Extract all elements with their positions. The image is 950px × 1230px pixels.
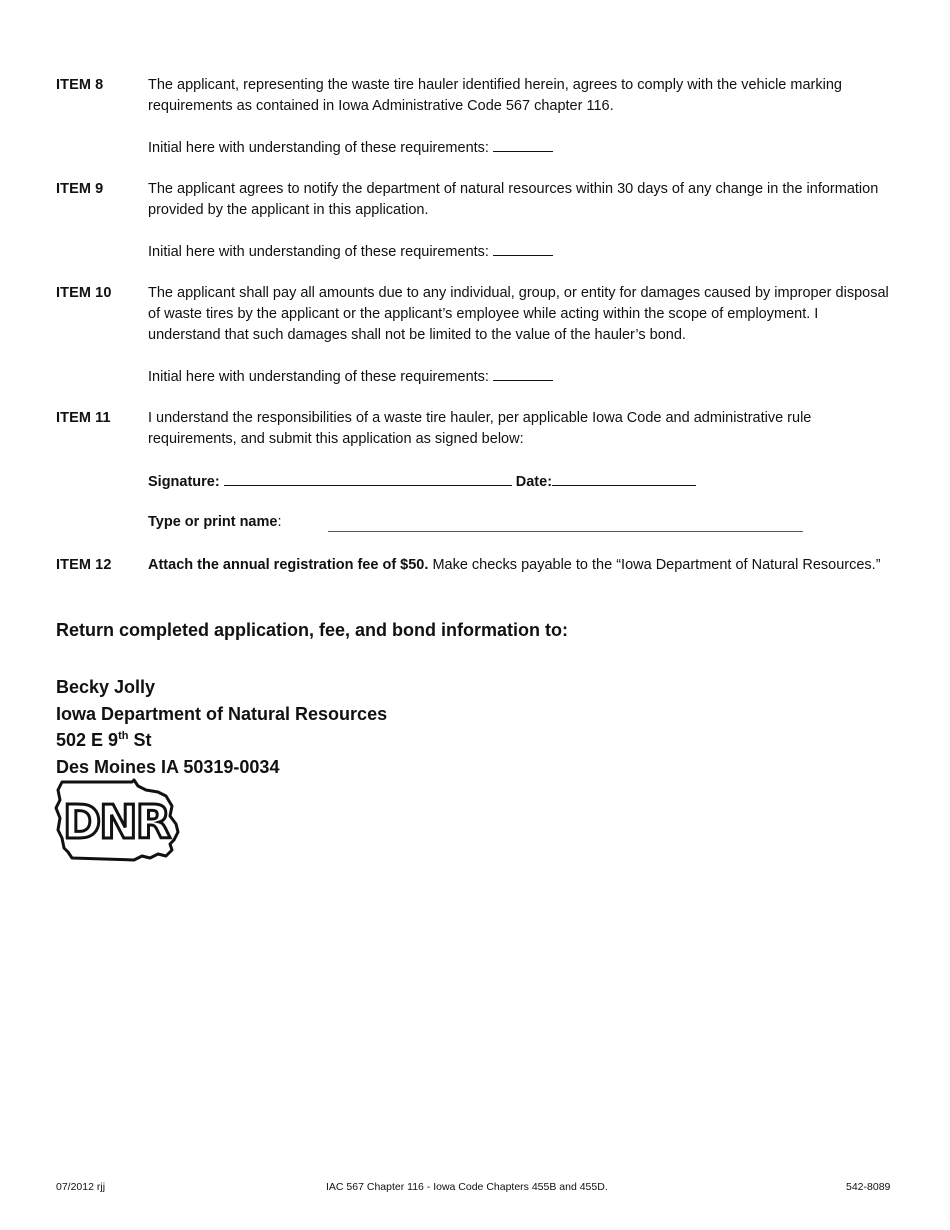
address-street-number: 502 E 9	[56, 730, 119, 750]
mailing-address	[56, 674, 387, 780]
signature-row	[148, 471, 696, 493]
item-11-text: I understand the responsibilities of a waste tire hauler, per applicable Iowa Code and administrative rule requirements, and submit this application as signed below:	[148, 410, 812, 447]
dnr-logo-text: DNR	[62, 795, 170, 849]
print-name-field[interactable]	[328, 531, 803, 532]
item-12-text	[148, 555, 893, 576]
item-12-payable-text: Make checks payable to the “Iowa Department of Natural Resources.”	[432, 557, 881, 573]
item-8-initial	[148, 137, 553, 159]
item-10-initial-label: Initial here with understanding of these requirements:	[148, 369, 489, 385]
address-street-suffix: th	[118, 730, 129, 742]
item-9-text: The applicant agrees to notify the department of natural resources within 30 days of any change in the information provided by the applicant in this application.	[148, 181, 879, 218]
item-9-label: ITEM 9	[56, 181, 104, 197]
item-9-initial-label: Initial here with understanding of these requirements:	[148, 244, 489, 260]
item-12-label: ITEM 12	[56, 557, 112, 573]
address-name: Becky Jolly	[56, 677, 156, 697]
item-10-text: The applicant shall pay all amounts due to any individual, group, or entity for damages caused by improper disposal of waste tires by the applicant or the applicant’s employee while acting within the scope of employment. I understand that such damages shall not be limited to the value of the hauler’s bond.	[148, 285, 889, 343]
print-name-colon: :	[277, 514, 282, 530]
item-9-initial-field[interactable]	[493, 241, 553, 256]
item-10-label: ITEM 10	[56, 285, 112, 301]
print-name-label: Type or print name	[148, 514, 278, 530]
signature-field[interactable]	[224, 471, 512, 486]
print-name-row	[148, 512, 281, 533]
dnr-iowa-logo-icon	[54, 778, 182, 867]
signature-label: Signature:	[148, 474, 220, 490]
item-9-initial	[148, 241, 553, 263]
item-10-initial-field[interactable]	[493, 366, 553, 381]
address-city: Des Moines IA 50319-0034	[56, 756, 280, 777]
footer-form-number: 542-8089	[846, 1181, 891, 1193]
item-8-label: ITEM 8	[56, 77, 104, 93]
address-street-name: St	[128, 730, 152, 750]
item-8-initial-label: Initial here with understanding of these requirements:	[148, 140, 489, 156]
address-street	[56, 727, 387, 754]
footer-reference: IAC 567 Chapter 116 - Iowa Code Chapters 455B and 455D.	[326, 1181, 608, 1193]
item-10-initial	[148, 366, 553, 388]
address-org: Iowa Department of Natural Resources	[56, 703, 388, 724]
date-label: Date:	[515, 474, 553, 490]
item-8-initial-field[interactable]	[493, 137, 553, 152]
item-11-label: ITEM 11	[56, 410, 111, 426]
date-field[interactable]	[552, 471, 696, 486]
return-heading: Return completed application, fee, and bond information to:	[56, 620, 569, 640]
item-8-text: The applicant, representing the waste tire hauler identified herein, agrees to comply with the vehicle marking requirements as contained in Iowa Administrative Code 567 chapter 116.	[148, 77, 842, 114]
item-12-fee-text: Attach the annual registration fee of $50.	[148, 557, 429, 573]
footer-date: 07/2012 rjj	[56, 1181, 106, 1193]
